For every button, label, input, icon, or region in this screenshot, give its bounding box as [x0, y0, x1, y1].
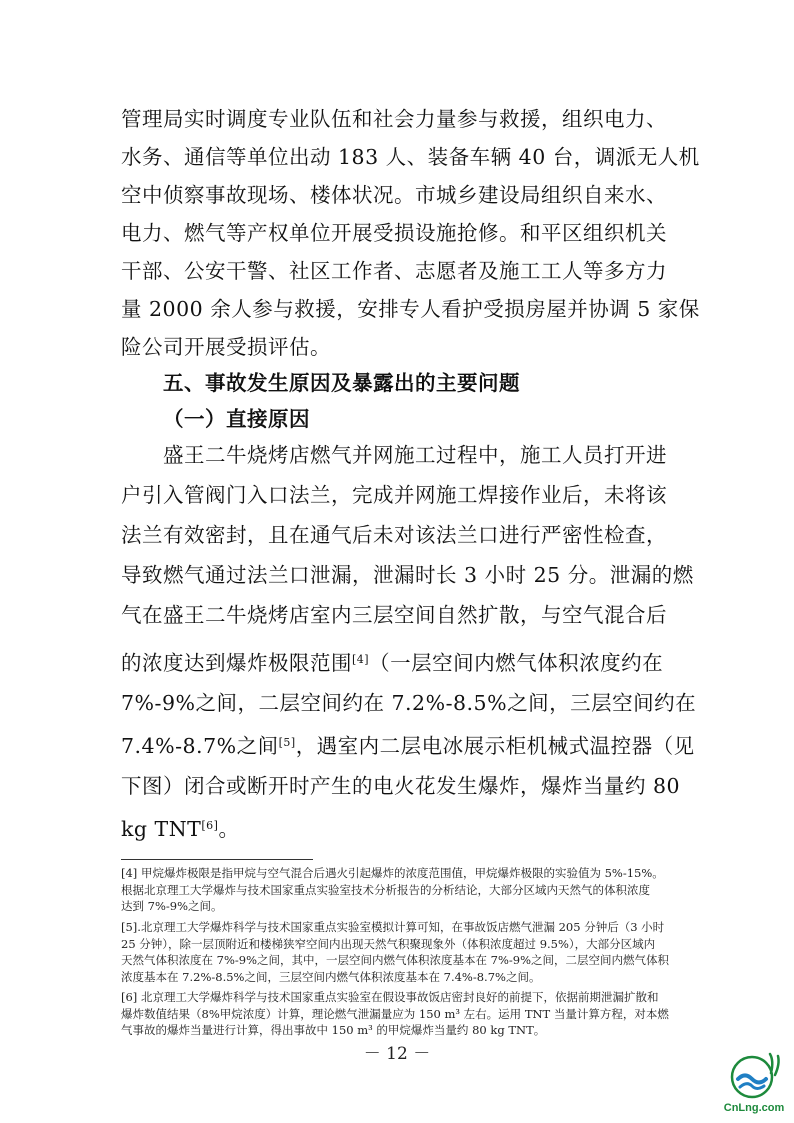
- footnote-5: [121, 919, 686, 985]
- text-line: [121, 645, 681, 681]
- text-line: 量 2000 余人参与救援，安排专人看护受损房屋并协调 5 家保: [121, 297, 700, 321]
- text-line: [121, 811, 681, 847]
- text-line: 水务、通信等单位出动 183 人、装备车辆 40 台，调派无人机: [121, 145, 700, 169]
- text-span: （一层空间内燃气体积浓度约在: [369, 651, 664, 675]
- footnote-line: 爆炸数值结果（8%甲烷浓度）计算，理论燃气泄漏量应为 150 m³ 左右。运用 TNT 当量计算方程，对本燃: [121, 1006, 669, 1021]
- footnote-line: 天然气体积浓度在 7%-9%之间，其中，一层空间内燃气体积浓度基本在 7%-9%之间，二层空间内燃气体积: [121, 953, 670, 967]
- text-line: 空中侦察事故现场、楼体状况。市城乡建设局组织自来水、: [121, 183, 667, 207]
- footnote-line: 浓度基本在 7.2%-8.5%之间，三层空间内燃气体积浓度基本在 7.4%-8.7%之间。: [121, 969, 541, 984]
- footnote-6: [121, 989, 686, 1039]
- text-line: 法兰有效密封，且在通气后未对该法兰口进行严密性检查，: [121, 523, 667, 547]
- watermark-text: CnLng.com: [723, 1102, 785, 1114]
- footnote-4: [121, 865, 686, 915]
- footnote-line: [6] 北京理工大学爆炸科学与技术国家重点实验室在假设事故饭店密封良好的前提下，依据前期泄漏扩散和: [121, 990, 659, 1004]
- text-span: 。: [218, 817, 240, 841]
- text-span: 7.4%-8.7%之间: [121, 734, 279, 758]
- footnote-line: 根据北京理工大学爆炸与技术国家重点实验室技术分析报告的分析结论，大部分区域内天然气的体积浓度: [121, 882, 650, 897]
- subsection-heading: （一）直接原因: [163, 407, 310, 431]
- footnote-line: 气事故的爆炸当量进行计算，得出事故中 150 m³ 的甲烷爆炸当量约 80 kg TNT。: [121, 1023, 546, 1037]
- footnote-ref-6[interactable]: [6]: [201, 819, 219, 832]
- text-line: 7%-9%之间，二层空间约在 7.2%-8.5%之间，三层空间约在: [121, 691, 697, 715]
- footnote-line: 达到 7%-9%之间。: [121, 899, 223, 913]
- text-span: ，遇室内二层电冰展示柜机械式温控器（见: [295, 734, 695, 758]
- text-line: 电力、燃气等产权单位开展受损设施抢修。和平区组织机关: [121, 221, 667, 245]
- text-span: kg TNT: [121, 817, 202, 841]
- footnote-separator: [121, 859, 313, 860]
- text-line: [121, 728, 695, 764]
- page-number: － 12 －: [363, 1044, 431, 1064]
- text-line: 下图）闭合或断开时产生的电火花发生爆炸，爆炸当量约 80: [121, 774, 681, 798]
- footnote-ref-5[interactable]: [5]: [278, 736, 296, 749]
- text-line: 险公司开展受损评估。: [121, 335, 331, 359]
- text-line: 盛王二牛烧烤店燃气并网施工过程中，施工人员打开进: [163, 443, 667, 467]
- footnote-line: 25 分钟），除一层顶附近和楼梯狭窄空间内出现天然气积聚现象外（体积浓度超过 9.5%），大部分区域内: [121, 936, 656, 951]
- footnote-line: [4] 甲烷爆炸极限是指甲烷与空气混合后遇火引起爆炸的浓度范围值，甲烷爆炸极限的实验值为 5%-15%。: [121, 866, 664, 880]
- text-line: 管理局实时调度专业队伍和社会力量参与救援，组织电力、: [121, 107, 667, 131]
- section-heading: 五、事故发生原因及暴露出的主要问题: [163, 371, 520, 395]
- text-line: 导致燃气通过法兰口泄漏，泄漏时长 3 小时 25 分。泄漏的燃: [121, 563, 694, 587]
- logo-wave: [740, 1084, 764, 1089]
- footnote-ref-4[interactable]: [4]: [352, 653, 370, 666]
- text-line: 干部、公安干警、社区工作者、志愿者及施工工人等多方力: [121, 259, 667, 283]
- logo-wave: [738, 1076, 766, 1083]
- text-line: 户引入管阀门入口法兰，完成并网施工焊接作业后，未将该: [121, 483, 667, 507]
- footnote-line: [5].北京理工大学爆炸科学与技术国家重点实验室模拟计算可知，在事故饭店燃气泄漏 205 分钟后（3 小时: [121, 920, 665, 934]
- text-line: 气在盛王二牛烧烤店室内三层空间自然扩散，与空气混合后: [121, 603, 667, 627]
- watermark-logo-icon: [716, 1051, 792, 1117]
- logo-leaf: [770, 1054, 779, 1075]
- text-span: 的浓度达到爆炸极限范围: [121, 651, 352, 675]
